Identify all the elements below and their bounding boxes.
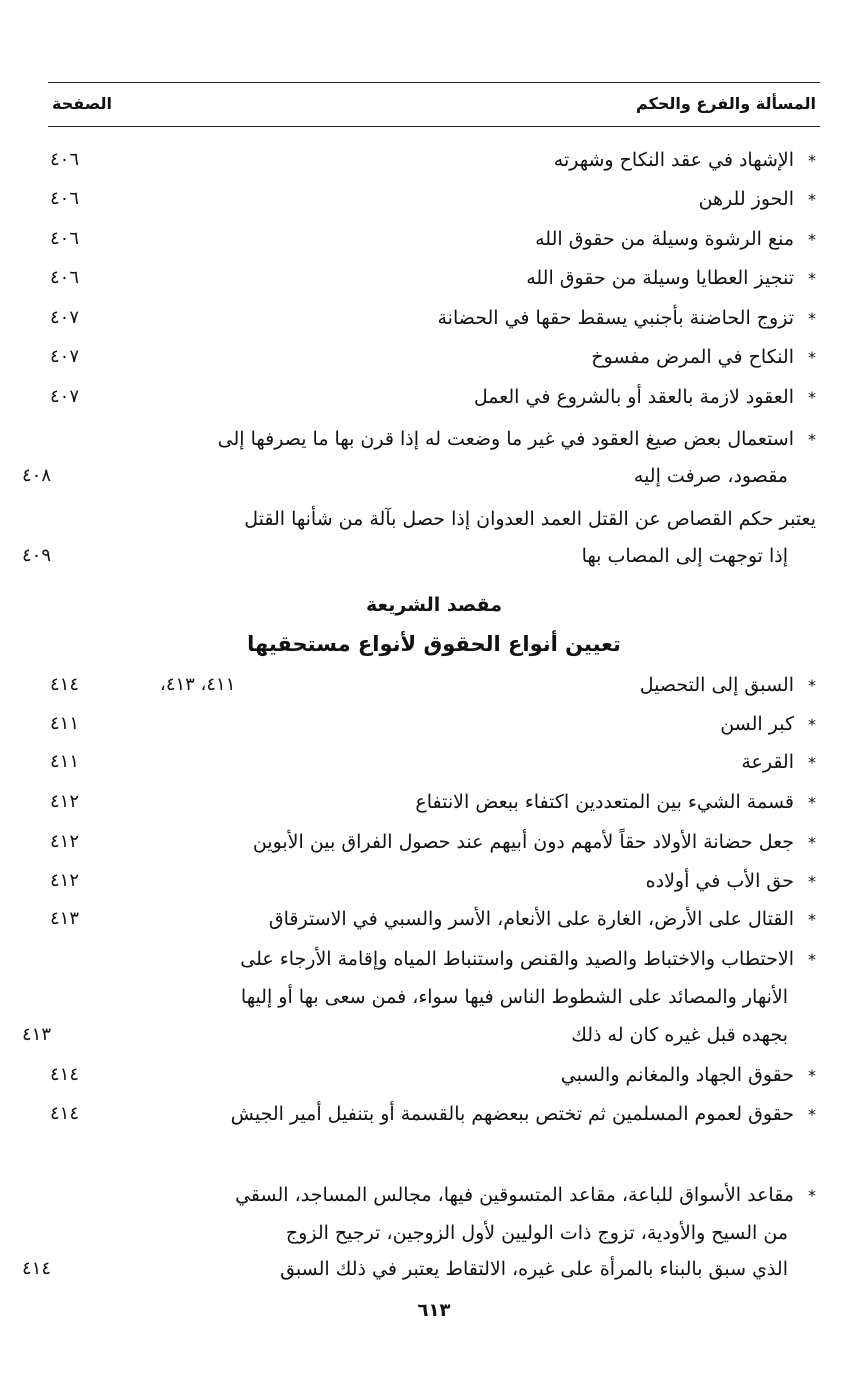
bullet: * [808, 872, 816, 891]
entry-text: جعل حضانة الأولاد حقاً لأمهم دون أبيهم عند حصول الفراق بين الأبوين [252, 831, 794, 853]
index-entry [50, 743, 816, 781]
entry-page: ٤١٢ [50, 791, 80, 812]
section-subtitle: تعيين أنواع الحقوق لأنواع مستحقيها [247, 632, 621, 656]
entry-page: ٤١٢ [50, 831, 80, 852]
entry-text: العقود لازمة بالعقد أو بالشروع في العمل [473, 386, 794, 408]
entry-text: تزوج الحاضنة بأجنبي يسقط حقها في الحضانة [437, 307, 794, 329]
entry-text: حق الأب في أولاده [645, 870, 794, 892]
entry-text: منع الرشوة وسيلة من حقوق الله [535, 228, 794, 250]
index-entry [50, 378, 816, 416]
entry-page: ٤٠٦ [50, 188, 80, 209]
entry-page: ٤١٤ [50, 1064, 80, 1085]
entry-text: من السيح والأودية، تزوج ذات الوليين لأول الزوجين، ترجيح الزوج [285, 1222, 788, 1244]
entry-page: ٤٠٧ [50, 346, 80, 367]
entry-text: القرعة [741, 751, 794, 773]
entry-text: الذي سبق بالبناء بالمرأة على غيره، الالتقاط يعتبر في ذلك السبق [280, 1258, 788, 1280]
entry-page: ٤٠٨ [22, 465, 52, 486]
entry-page: ٤٠٦ [50, 228, 80, 249]
index-entry [50, 900, 816, 938]
bullet: * [808, 1186, 816, 1205]
entry-text: حقوق الجهاد والمغانم والسبي [560, 1064, 794, 1086]
index-entry [50, 823, 816, 861]
bullet: * [808, 715, 816, 734]
entry-text: السبق إلى التحصيل [639, 674, 794, 696]
index-entry [50, 783, 816, 821]
bullet: * [808, 190, 816, 209]
header-top-rule [48, 82, 820, 83]
index-entry-line [50, 940, 816, 978]
entry-page: ٤١٣ [50, 908, 80, 929]
entry-text: بجهده قبل غيره كان له ذلك [571, 1024, 788, 1046]
index-entry [50, 299, 816, 337]
entry-text: تنجيز العطايا وسيلة من حقوق الله [526, 267, 794, 289]
entry-text: استعمال بعض صيغ العقود في غير ما وضعت له إذا قرن بها ما يصرفها إلى [217, 428, 794, 450]
entry-text: مقصود، صرفت إليه [633, 465, 788, 487]
entry-page: ٤٠٧ [50, 307, 80, 328]
index-entry [50, 141, 816, 179]
index-entry-line [22, 457, 788, 495]
index-entry [50, 862, 816, 900]
bullet: * [808, 950, 816, 969]
index-entry [50, 1095, 816, 1133]
bullet: * [808, 793, 816, 812]
table-header [52, 88, 816, 118]
index-entry [50, 1056, 816, 1094]
entry-page: ٤١٤ [50, 674, 80, 695]
bullet: * [808, 910, 816, 929]
entry-text: الأنهار والمصائد على الشطوط الناس فيها سواء، فمن سعى بها أو إليها [240, 986, 788, 1008]
bullet: * [808, 388, 816, 407]
bullet: * [808, 309, 816, 328]
index-entry-line [50, 1214, 788, 1252]
entry-text: الإشهاد في عقد النكاح وشهرته [553, 149, 794, 171]
index-entry [50, 705, 816, 743]
entry-text: الاحتطاب والاختباط والصيد والقنص واستنباط المياه وإقامة الأرجاء على [240, 948, 794, 970]
bullet: * [808, 151, 816, 170]
index-entry-line [50, 1176, 816, 1214]
bullet: * [808, 430, 816, 449]
entry-page: ٤١١ [50, 713, 80, 734]
header-bottom-rule [48, 126, 820, 127]
entry-page: ٤١١ [50, 751, 80, 772]
index-entry-line [50, 500, 816, 538]
bullet: * [808, 833, 816, 852]
entry-page: ٤٠٧ [50, 386, 80, 407]
bullet: * [808, 753, 816, 772]
bullet: * [808, 348, 816, 367]
index-entry-line [22, 1250, 788, 1288]
entry-text: القتال على الأرض، الغارة على الأنعام، الأسر والسبي في الاسترقاق [268, 908, 794, 930]
entry-text: يعتبر حكم القصاص عن القتل العمد العدوان إذا حصل بآلة من شأنها القتل [244, 508, 816, 530]
index-entry [50, 338, 816, 376]
entry-text: الحوز للرهن [698, 188, 794, 210]
entry-text: قسمة الشيء بين المتعددين اكتفاء ببعض الانتفاع [415, 791, 794, 813]
bullet: * [808, 1066, 816, 1085]
bullet: * [808, 269, 816, 288]
entry-extra-refs: ٤١١، ٤١٣، [160, 674, 236, 695]
index-entry [50, 180, 816, 218]
bullet: * [808, 230, 816, 249]
entry-page: ٤٠٩ [22, 545, 52, 566]
bullet: * [808, 676, 816, 695]
entry-text: مقاعد الأسواق للباعة، مقاعد المتسوقين فيها، مجالس المساجد، السقي [235, 1184, 794, 1206]
entry-page: ٤١٤ [22, 1258, 52, 1279]
index-entry-line [22, 1016, 788, 1054]
index-entry [50, 220, 816, 258]
entry-text: كبر السن [720, 713, 794, 735]
entry-page: ٤١٣ [22, 1024, 52, 1045]
index-entry-line [50, 420, 816, 458]
header-page-column: الصفحة [52, 93, 113, 113]
bullet: * [808, 1105, 816, 1124]
page-number: ٦١٣ [417, 1300, 451, 1321]
entry-page: ٤٠٦ [50, 149, 80, 170]
header-title: المسألة والفرع والحكم [635, 93, 816, 113]
entry-text: النكاح في المرض مفسوخ [591, 346, 794, 368]
entry-page: ٤٠٦ [50, 267, 80, 288]
index-entry [50, 259, 816, 297]
index-entry-line [22, 537, 788, 575]
entry-text: إذا توجهت إلى المصاب بها [581, 545, 788, 567]
entry-page: ٤١٢ [50, 870, 80, 891]
index-entry-line [50, 978, 788, 1016]
entry-page: ٤١٤ [50, 1103, 80, 1124]
entry-text: حقوق لعموم المسلمين ثم تختص ببعضهم بالقسمة أو بتنفيل أمير الجيش [230, 1103, 794, 1125]
index-entry [50, 666, 816, 704]
section-title: مقصد الشريعة [366, 594, 502, 616]
